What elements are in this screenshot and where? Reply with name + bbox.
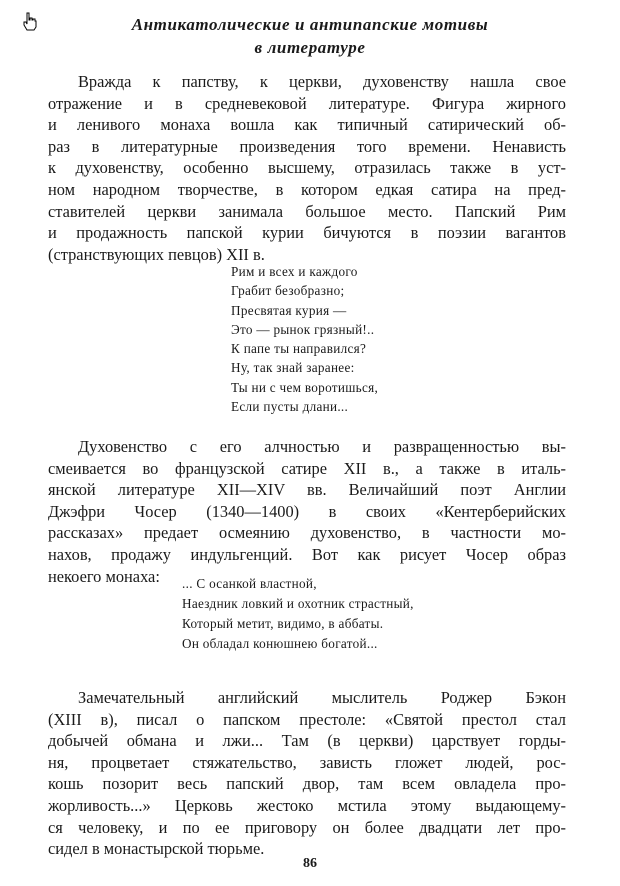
page-title [60, 13, 560, 59]
text-line: рассказах» предает осмеянию духовенство, в частности мо- [48, 523, 566, 543]
poem-line: Он обладал конюшнею богатой... [182, 636, 378, 651]
text-line: жорливость...» Церковь жестоко мстила этому выдающему- [48, 795, 566, 815]
text-line: раз в литературные произведения того времени. Ненависть [48, 136, 566, 156]
poem-line: Наездник ловкий и охотник страстный, [182, 596, 414, 611]
poem-line: Рим и всех и каждого [231, 264, 358, 279]
text-line: Замечательный английский мыслитель Роджер Бэкон [78, 688, 566, 707]
hand-cursor-icon [22, 12, 38, 32]
text-line: и ленивого монаха вошла как типичный сатирический об- [48, 115, 566, 135]
text-line: и продажность папской курии бичуются в поэзии вагантов [48, 223, 566, 243]
paragraph-1 [48, 71, 566, 265]
poem-vagants [231, 262, 378, 416]
text-line: некоего монаха: [48, 566, 160, 586]
poem-line: Ты ни с чем воротишься, [231, 379, 379, 395]
text-line: к духовенству, особенно высшему, отразилась также в уст- [48, 158, 566, 178]
poem-line: Ну, так знай заранее: [231, 360, 355, 376]
text-line: ставителей церкви занимала большое место. Папский Рим [48, 201, 566, 221]
paragraph-3 [48, 687, 566, 860]
poem-chaucer [182, 574, 414, 654]
text-line: (XIII в), писал о папском престоле: «Святой престол стал [48, 709, 566, 729]
poem-line: Если пусты длани... [231, 399, 349, 415]
text-line: сидел в монастырской тюрьме. [48, 839, 265, 859]
text-line: Вражда к папству, к церкви, духовенству нашла свое [78, 72, 566, 91]
text-line: (странствующих певцов) XII в. [48, 244, 265, 264]
title-line-2: в литературе [254, 38, 366, 57]
page-number: 86 [303, 856, 317, 871]
text-line: ном народном творчестве, в котором едкая сатира на пред- [48, 179, 566, 199]
text-line: ня, процветает стяжательство, зависть гложет людей, рос- [48, 752, 566, 772]
poem-line: ... С осанкой властной, [182, 576, 317, 591]
text-line: нахов, продажу индульгенций. Вот как рисует Чосер образ [48, 544, 566, 564]
poem-line: Который метит, видимо, в аббаты. [182, 616, 384, 631]
paragraph-2 [48, 436, 566, 587]
text-line: добычей обмана и лжи... Там (в церкви) царствует горды- [48, 731, 566, 751]
text-line: смеивается во французской сатире XII в., а также в италь- [48, 458, 566, 478]
text-line: отражение и в средневековой литературе. Фигура жирного [48, 93, 566, 113]
title-line-1: Антикатолические и антипапские мотивы [131, 15, 489, 34]
text-line: Духовенство с его алчностью и развращенностью вы- [78, 437, 566, 456]
text-line: кошь позорит весь папский двор, там всем овладела про- [48, 774, 566, 794]
poem-line: Пресвятая курия — [231, 302, 347, 318]
poem-line: Грабит безобразно; [231, 283, 345, 299]
text-line: янской литературе XII—XIV вв. Величайший поэт Англии [48, 480, 566, 500]
poem-line: К папе ты направился? [231, 341, 367, 357]
text-line: ся человеку, и по ее приговору он более двадцати лет про- [48, 817, 566, 837]
poem-line: Это — рынок грязный!.. [231, 321, 375, 337]
text-line: Джэфри Чосер (1340—1400) в своих «Кентерберийских [48, 501, 566, 521]
